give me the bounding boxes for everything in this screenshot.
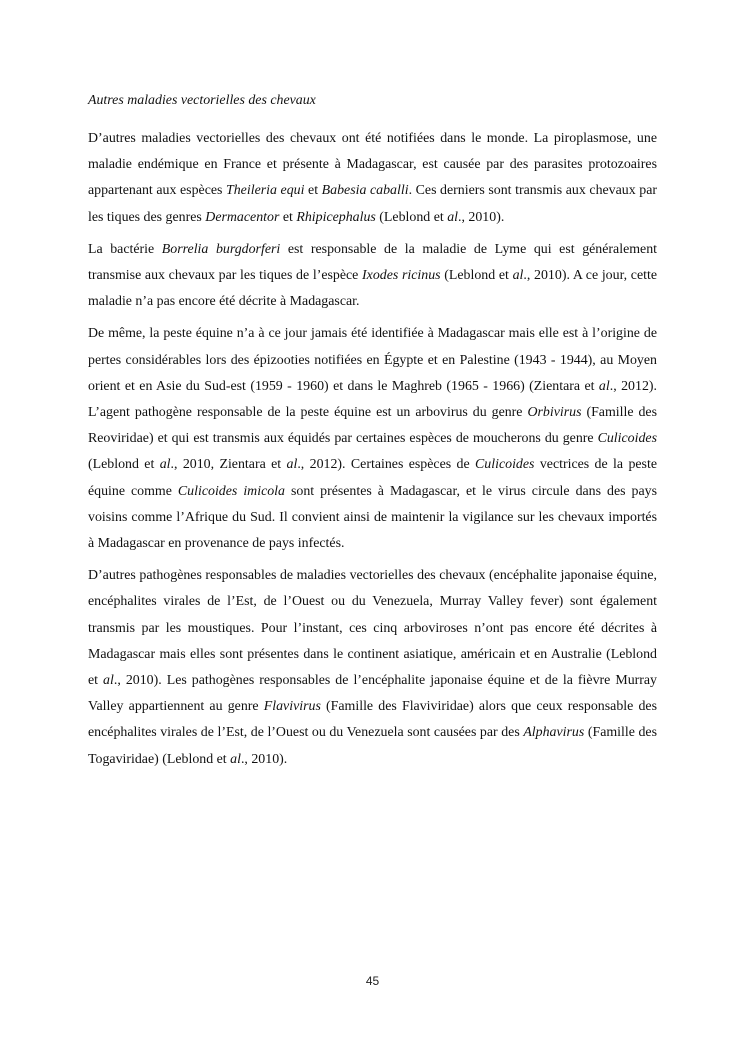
italic-term: Borrelia burgdorferi xyxy=(161,241,281,257)
text-run: ., 2010, Zientara et xyxy=(170,457,287,473)
text-run: (Leblond et xyxy=(375,209,448,225)
italic-term: Rhipicephalus xyxy=(296,209,376,225)
text-run: . Ces derniers sont transmis aux chevaux par les tiques des genres xyxy=(88,183,657,225)
italic-term: al xyxy=(286,457,298,473)
italic-term: al xyxy=(512,268,524,284)
italic-term: al xyxy=(447,209,458,225)
text-run: est responsable de la maladie de Lyme qui est généralement transmise aux chevaux par les tiques de l’espèce xyxy=(88,241,658,284)
text-run: et xyxy=(279,209,297,225)
italic-term: Culicoides xyxy=(597,431,657,447)
italic-term: al xyxy=(159,457,171,473)
text-run: (Famille des Reoviridae) et qui est transmis aux équidés par certaines espèces de moucherons du genre xyxy=(88,405,658,447)
text-run: vectrices de la peste équine comme xyxy=(88,457,657,499)
paragraph-lyme xyxy=(88,237,657,316)
text-run: (Leblond et xyxy=(440,268,513,284)
italic-term: al xyxy=(103,673,114,689)
text-run: De même, la peste équine n’a à ce jour jamais été identifiée à Madagascar mais elle est à l’origine de pertes considérables lors des épizooties notifiées en Égypte et en Palestine (1943 - 1944), au Moyen orient et en Asie du Sud-est (1959 - 1960) et dans le Maghreb (1965 - 1966) (Zientara et xyxy=(88,326,657,394)
text-run: ., 2010). Les pathogènes responsables de l’encéphalite japonaise équine et de la fièvre Murray Valley appartiennent au genre xyxy=(88,673,657,715)
text-run: D’autres maladies vectorielles des chevaux ont été notifiées dans le monde. La piroplasmose, une maladie endémique en France et présente à Madagascar, est causée par des parasites protozoaires appartenant aux espèces xyxy=(88,131,657,199)
italic-term: al xyxy=(598,378,610,394)
paragraph-peste-equine xyxy=(88,321,657,557)
text-run: ., 2010). xyxy=(240,751,288,767)
text-run: La bactérie xyxy=(88,241,162,257)
italic-term: Dermacentor xyxy=(205,209,280,225)
italic-term: Culicoides imicola xyxy=(177,483,285,499)
text-run: et xyxy=(304,183,322,199)
text-run: sont présentes à Madagascar, et le virus circule dans des pays voisins comme l’Afrique du Sud. Il convient ainsi de maintenir la vigilance sur les chevaux importés à Madagascar en provenance de pays infectés. xyxy=(88,483,657,552)
italic-term: Ixodes ricinus xyxy=(362,268,441,284)
italic-term: Culicoides xyxy=(475,457,535,473)
italic-term: Babesia caballi xyxy=(321,183,409,199)
page-number: 45 xyxy=(365,974,380,988)
text-run: (Leblond et xyxy=(88,457,160,473)
text-run: ., 2010). A ce jour, cette maladie n’a pas encore été décrite à Madagascar. xyxy=(88,268,658,310)
text-run: D’autres pathogènes responsables de maladies vectorielles des chevaux (encéphalite japonaise équine, encéphalites virales de l’Est, de l’Ouest ou du Venezuela, Murray Valley fever) sont également transmis par les moustiques. Pour l’instant, ces cinq arboviroses n’ont pas encore été décrites à Madagascar mais elles sont présentes dans le continent asiatique, américain et en Australie (Leblond et xyxy=(88,568,657,689)
text-run: (Famille des Togaviridae) (Leblond et xyxy=(88,725,657,767)
document-body xyxy=(88,88,657,779)
italic-term: Alphavirus xyxy=(523,725,585,741)
text-run: ., 2012). Certaines espèces de xyxy=(297,457,476,473)
paragraph-arboviroses xyxy=(88,563,657,773)
italic-term: Flavivirus xyxy=(263,699,321,715)
text-run: (Famille des Flaviviridae) alors que ceux responsable des encéphalites virales de l’Est, de l’Ouest ou du Venezuela sont causées par des xyxy=(88,699,657,741)
italic-term: Orbivirus xyxy=(527,405,582,421)
italic-term: al xyxy=(230,751,241,767)
paragraph-piroplasmose xyxy=(88,126,657,231)
italic-term: Theileria equi xyxy=(226,183,305,199)
text-run: ., 2012). L’agent pathogène responsable de la peste équine est un arbovirus du genre xyxy=(88,378,657,421)
text-run: ., 2010). xyxy=(458,209,505,225)
section-heading: Autres maladies vectorielles des chevaux xyxy=(88,93,316,108)
